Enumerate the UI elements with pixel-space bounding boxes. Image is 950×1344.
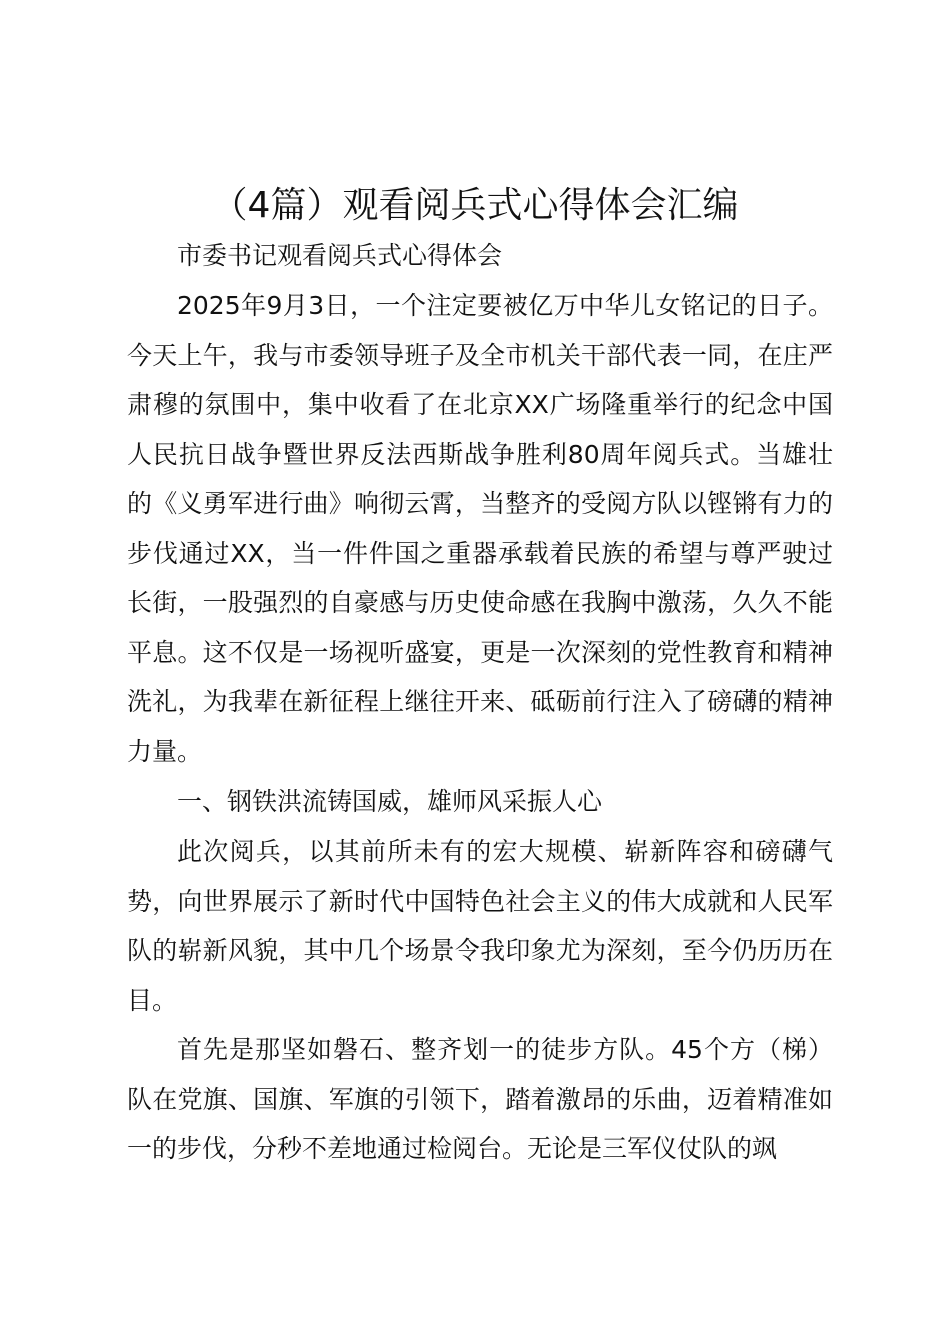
document-subtitle: 市委书记观看阅兵式心得体会	[177, 241, 503, 270]
section-heading: 一、钢铁洪流铸国威，雄师风采振人心	[177, 787, 603, 816]
section-paragraph-1: 此次阅兵，以其前所未有的宏大规模、崭新阵容和磅礴气势，向世界展示了新时代中国特色社会主义的伟大成就和人民军队的崭新风貌，其中几个场景令我印象尤为深刻，至今仍历历在目。	[127, 837, 833, 1015]
section-paragraph-2: 首先是那坚如磐石、整齐划一的徒步方队。45个方（梯）队在党旗、国旗、军旗的引领下，踏着激昂的乐曲，迈着精准如一的步伐，分秒不差地通过检阅台。无论是三军仪仗队的飒	[127, 1035, 833, 1163]
document-title: （4篇）观看阅兵式心得体会汇编	[211, 185, 739, 226]
intro-paragraph: 2025年9月3日，一个注定要被亿万中华儿女铭记的日子。今天上午，我与市委领导班子及全市机关干部代表一同，在庄严肃穆的氛围中，集中收看了在北京XX广场隆重举行的纪念中国人民抗日战争暨世界反法西斯战争胜利80周年阅兵式。当雄壮的《义勇军进行曲》响彻云霄，当整齐的受阅方队以铿锵有力的步伐通过XX，当一件件国之重器承载着民族的希望与尊严驶过长街，一股强烈的自豪感与历史使命感在我胸中激荡，久久不能平息。这不仅是一场视听盛宴，更是一次深刻的党性教育和精神洗礼，为我辈在新征程上继往开来、砥砺前行注入了磅礴的精神力量。	[127, 291, 833, 766]
